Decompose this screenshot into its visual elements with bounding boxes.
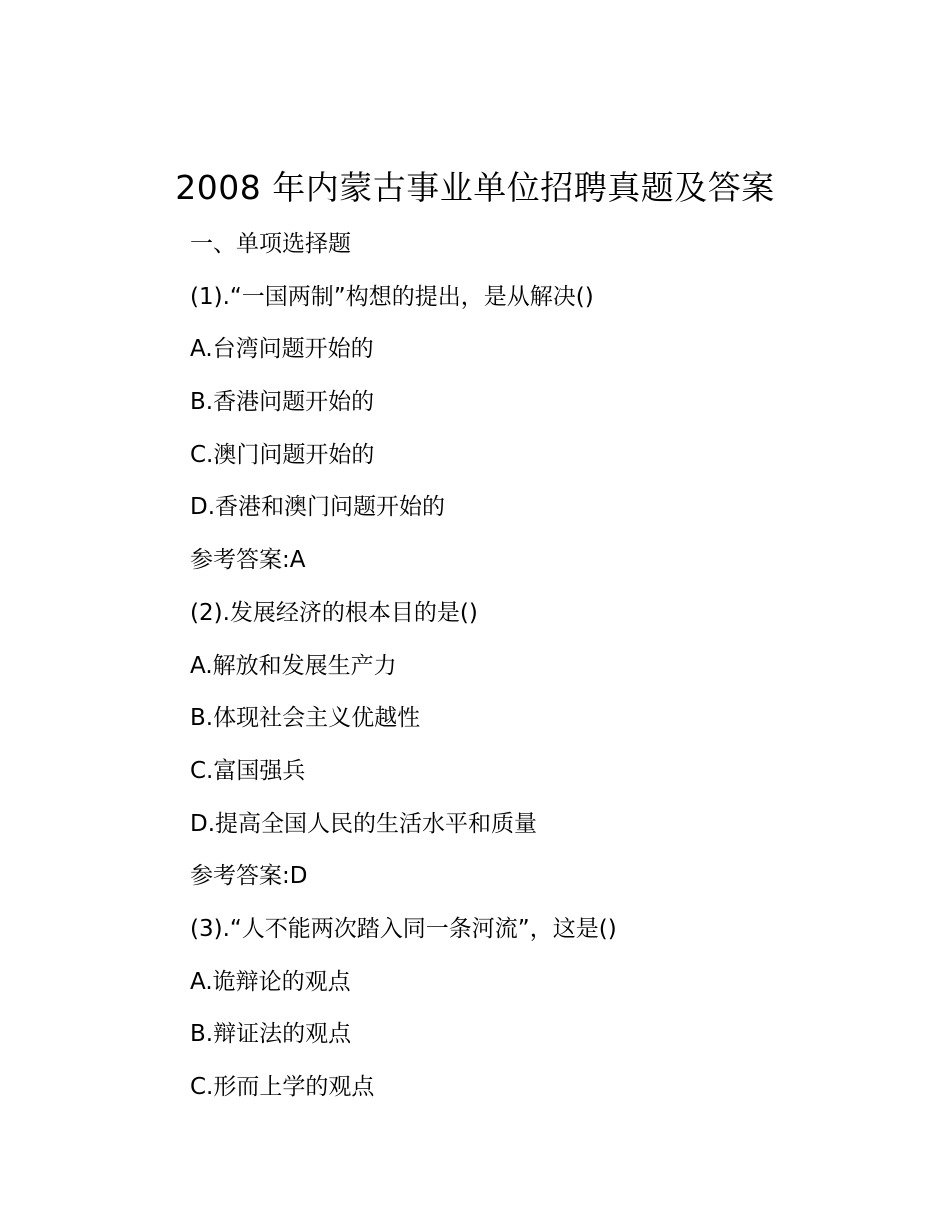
question-list <box>190 224 617 1120</box>
question-1-option-b: B.香港问题开始的 <box>190 389 375 416</box>
question-2: (2).发展经济的根本目的是() <box>190 599 478 626</box>
question-2-option-a: A.解放和发展生产力 <box>190 652 397 679</box>
section-heading: 一、单项选择题 <box>190 231 351 257</box>
question-1: (1).“一国两制”构想的提出，是从解决() <box>190 283 594 310</box>
question-2-option-d: D.提高全国人民的生活水平和质量 <box>190 810 538 837</box>
question-2-option-c: C.富国强兵 <box>190 757 306 784</box>
question-3-option-b: B.辩证法的观点 <box>190 1021 352 1048</box>
question-1-option-d: D.香港和澳门问题开始的 <box>190 494 446 521</box>
question-3-option-a: A.诡辩论的观点 <box>190 968 351 995</box>
question-1-option-c: C.澳门问题开始的 <box>190 441 375 468</box>
question-1-answer: 参考答案:A <box>190 547 306 574</box>
question-3-option-c: C.形而上学的观点 <box>190 1074 375 1100</box>
question-1-option-a: A.台湾问题开始的 <box>190 336 374 363</box>
question-3: (3).“人不能两次踏入同一条河流”，这是() <box>190 915 617 942</box>
document-title: 2008 年内蒙古事业单位招聘真题及答案 <box>175 168 775 207</box>
question-2-option-b: B.体现社会主义优越性 <box>190 705 421 732</box>
question-2-answer: 参考答案:D <box>190 863 308 890</box>
